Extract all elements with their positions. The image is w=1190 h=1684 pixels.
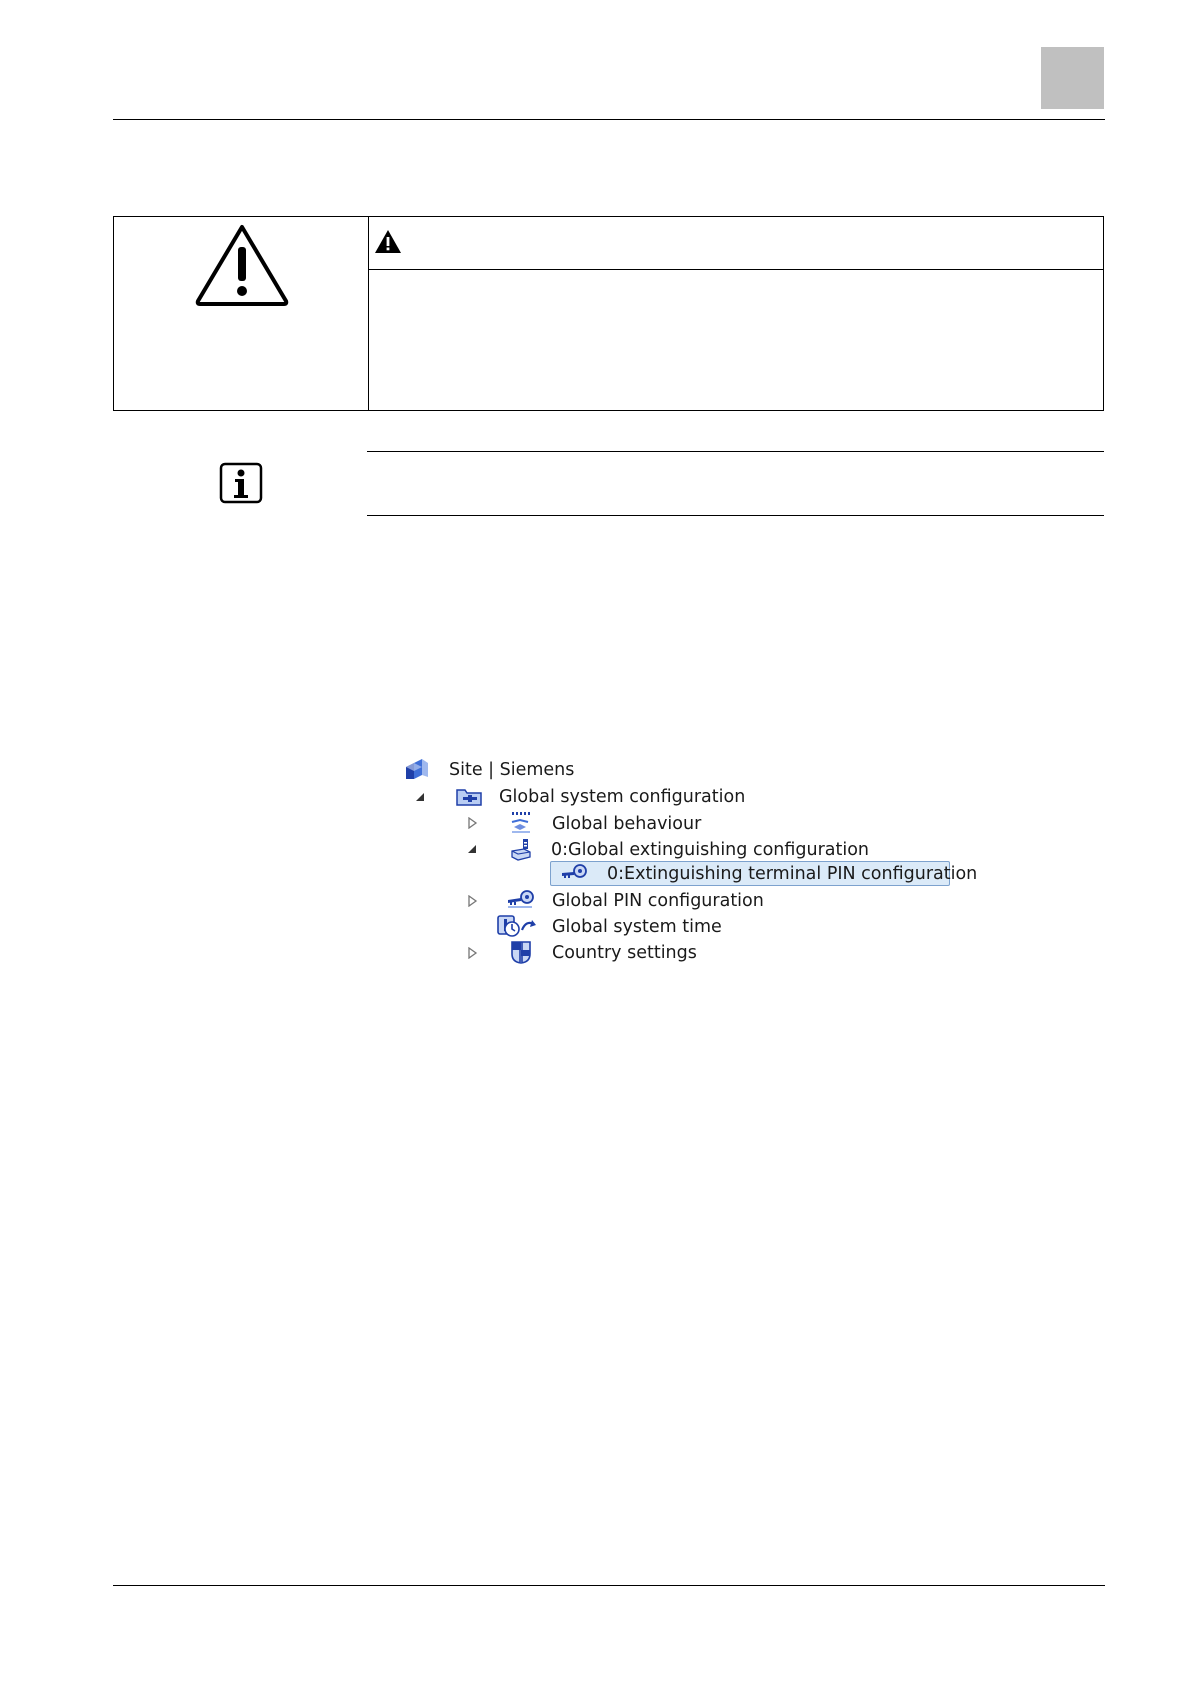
warning-header-divider (368, 269, 1103, 270)
note-rule-bottom (367, 515, 1104, 516)
folder-config-icon (455, 785, 485, 809)
tree-node-label: Global PIN configuration (552, 891, 764, 911)
collapsed-arrow-icon[interactable] (466, 947, 478, 959)
tree-node-label: 0:Global extinguishing configuration (551, 840, 870, 860)
tree-node-label: 0:Extinguishing terminal PIN configuration (607, 864, 978, 884)
expanded-arrow-icon[interactable] (414, 791, 426, 803)
tree-view (400, 750, 978, 975)
footer-rule (113, 1585, 1105, 1586)
chapter-tab (1041, 47, 1104, 109)
tree-node-label: Country settings (552, 943, 697, 963)
flag-icon (506, 940, 536, 964)
note-rule-top (367, 451, 1104, 452)
collapsed-arrow-icon[interactable] (466, 817, 478, 829)
tree-node-label: Site | Siemens (449, 760, 575, 780)
header-rule (113, 119, 1105, 120)
info-icon (219, 462, 263, 504)
expanded-arrow-icon[interactable] (466, 843, 478, 855)
tree-node-label: Global system configuration (499, 787, 746, 807)
warning-triangle-icon (194, 223, 290, 307)
collapsed-arrow-icon[interactable] (466, 895, 478, 907)
tree-node-label: Global system time (552, 917, 722, 937)
site-icon (402, 757, 432, 781)
behaviour-icon (506, 811, 536, 835)
warning-box (113, 216, 1104, 411)
warning-column-divider (368, 217, 369, 410)
key-icon (506, 888, 536, 912)
warning-signal-icon (374, 229, 402, 254)
extinguishing-icon (506, 837, 536, 861)
clock-icon (496, 914, 544, 938)
tree-node-label: Global behaviour (552, 814, 702, 834)
key-icon (560, 861, 590, 885)
